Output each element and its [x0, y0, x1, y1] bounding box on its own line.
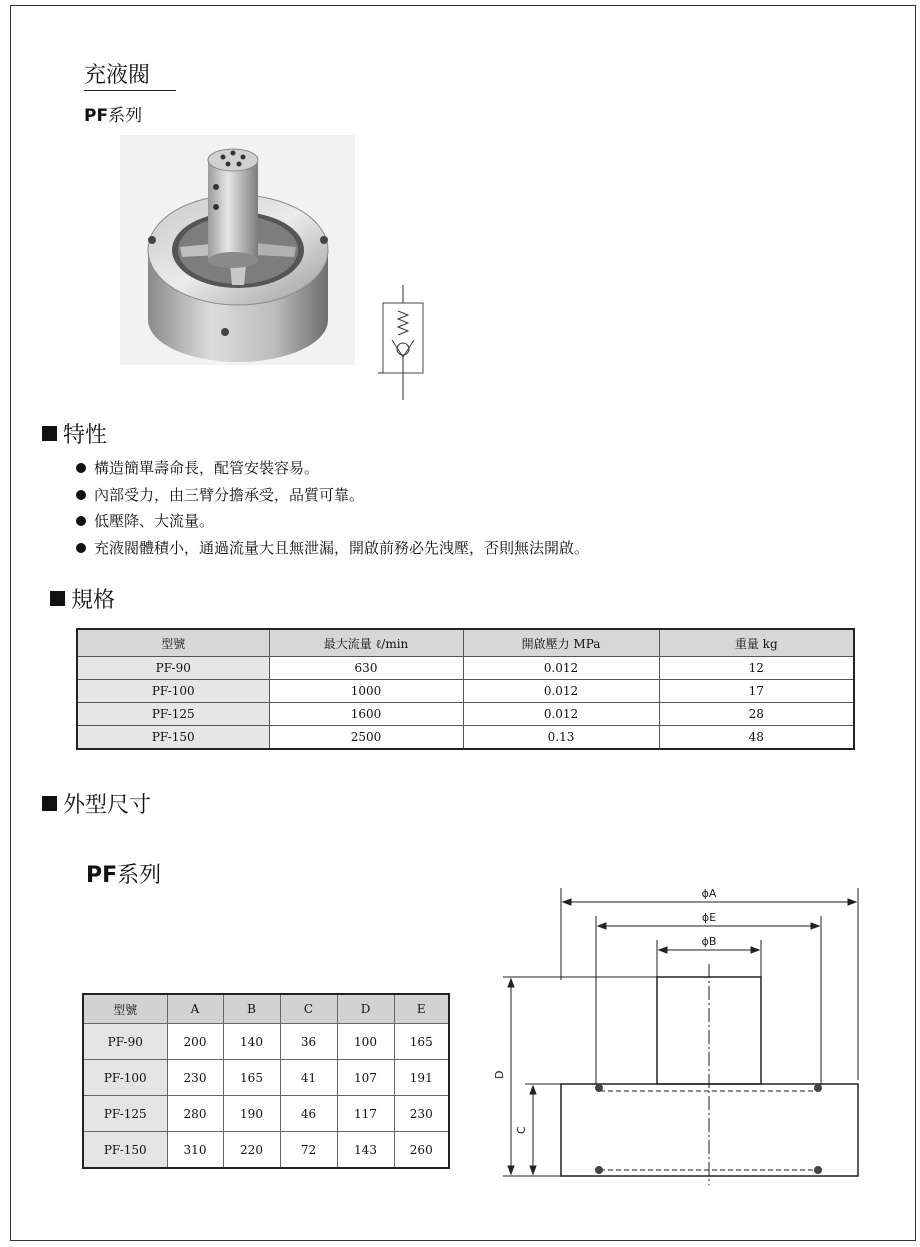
table-cell: PF-150: [83, 1132, 167, 1169]
series-code: PF: [84, 106, 109, 126]
column-header: A: [167, 994, 223, 1024]
table-cell: 0.012: [463, 703, 659, 726]
table-row: [83, 1132, 449, 1169]
table-cell: 310: [167, 1132, 223, 1169]
table-cell: 41: [280, 1060, 337, 1096]
feature-text: 內部受力，由三臂分擔承受，品質可靠。: [94, 485, 365, 504]
hydraulic-symbol-icon: [378, 285, 428, 400]
label-b: ϕB: [701, 935, 717, 948]
table-cell: 72: [280, 1132, 337, 1169]
table-cell: 100: [337, 1024, 394, 1060]
table-cell: 36: [280, 1024, 337, 1060]
title-underline: [84, 90, 176, 91]
table-row: [77, 680, 854, 703]
table-cell: 165: [223, 1060, 280, 1096]
feature-text: 低壓降、大流量。: [94, 512, 215, 530]
table-cell: 165: [394, 1024, 449, 1060]
product-photo: [120, 135, 355, 365]
table-cell: 28: [659, 703, 854, 726]
table-cell: PF-125: [83, 1096, 167, 1132]
dimensions-heading: [42, 788, 151, 819]
feature-text: 構造簡單壽命長，配管安裝容易。: [94, 459, 320, 477]
table-cell: 117: [337, 1096, 394, 1132]
table-cell: 0.13: [463, 726, 659, 750]
list-item: [76, 535, 589, 562]
table-cell: 48: [659, 726, 854, 750]
dimensions-table: [82, 993, 450, 1169]
table-row: [83, 1060, 449, 1096]
list-item: [76, 482, 589, 509]
table-cell: 230: [167, 1060, 223, 1096]
spec-table: [76, 628, 855, 750]
list-item: [76, 455, 589, 482]
spec-heading-text: 規格: [71, 588, 116, 613]
table-cell: 191: [394, 1060, 449, 1096]
table-cell: 46: [280, 1096, 337, 1132]
spec-heading: [50, 583, 115, 614]
features-heading: [42, 418, 107, 449]
table-cell: PF-90: [77, 657, 269, 680]
series-label: [84, 101, 142, 126]
table-cell: PF-150: [77, 726, 269, 750]
column-header: D: [337, 994, 394, 1024]
table-row: [77, 726, 854, 750]
feature-text: 充液閥體積小，通過流量大且無泄漏，開啟前務必先洩壓，否則無法開啟。: [94, 538, 590, 557]
table-cell: 260: [394, 1132, 449, 1169]
series-suffix: 系列: [108, 106, 143, 126]
table-cell: 140: [223, 1024, 280, 1060]
table-row: [83, 1024, 449, 1060]
page-title: 充液閥: [84, 63, 151, 88]
table-row: [77, 657, 854, 680]
table-cell: 0.012: [463, 657, 659, 680]
table-cell: 190: [223, 1096, 280, 1132]
table-cell: 12: [659, 657, 854, 680]
table-cell: 630: [269, 657, 463, 680]
dimension-drawing: [495, 880, 875, 1185]
table-cell: 200: [167, 1024, 223, 1060]
table-header-row: [83, 994, 449, 1024]
column-header: C: [280, 994, 337, 1024]
series-code: PF: [86, 863, 118, 888]
table-cell: 230: [394, 1096, 449, 1132]
dimensions-series-label: [86, 858, 161, 889]
table-cell: 1000: [269, 680, 463, 703]
table-cell: 17: [659, 680, 854, 703]
table-cell: 143: [337, 1132, 394, 1169]
table-cell: 0.012: [463, 680, 659, 703]
table-cell: PF-125: [77, 703, 269, 726]
features-list: [76, 455, 589, 561]
table-cell: PF-90: [83, 1024, 167, 1060]
table-cell: PF-100: [83, 1060, 167, 1096]
label-a: ϕA: [701, 887, 717, 900]
label-e: ϕE: [701, 911, 717, 924]
table-header-row: [77, 629, 854, 657]
table-cell: 2500: [269, 726, 463, 750]
dimensions-heading-text: 外型尺寸: [63, 793, 152, 818]
series-suffix: 系列: [117, 863, 162, 888]
column-header: 型號: [77, 629, 269, 657]
table-cell: 1600: [269, 703, 463, 726]
table-row: [83, 1096, 449, 1132]
column-header: 重量 kg: [659, 629, 854, 657]
table-row: [77, 703, 854, 726]
column-header: 開啟壓力 MPa: [463, 629, 659, 657]
table-cell: 280: [167, 1096, 223, 1132]
table-cell: 107: [337, 1060, 394, 1096]
column-header: E: [394, 994, 449, 1024]
label-c: C: [515, 1126, 528, 1134]
table-cell: 220: [223, 1132, 280, 1169]
list-item: [76, 508, 589, 535]
label-d: D: [493, 1070, 506, 1079]
column-header: B: [223, 994, 280, 1024]
table-cell: PF-100: [77, 680, 269, 703]
features-heading-text: 特性: [63, 423, 108, 448]
column-header: 最大流量 ℓ/min: [269, 629, 463, 657]
column-header: 型號: [83, 994, 167, 1024]
